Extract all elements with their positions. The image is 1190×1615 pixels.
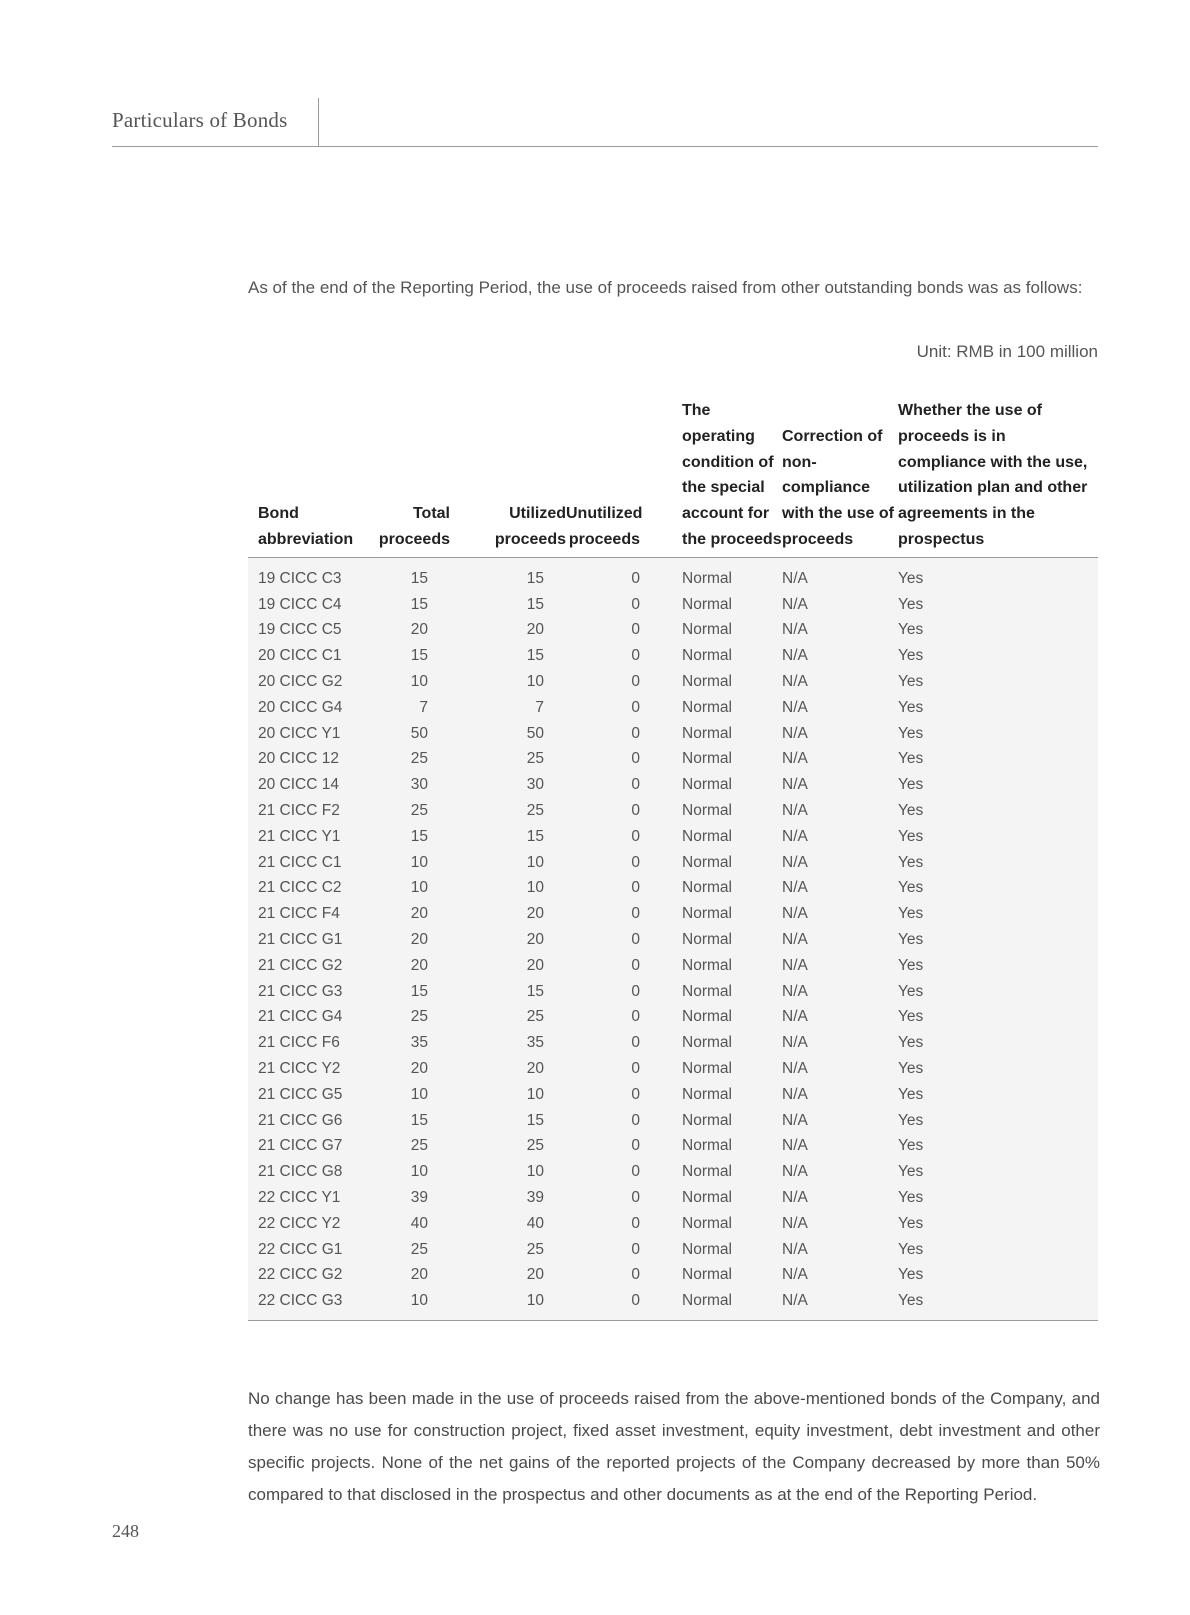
cell-unutilized-proceeds: 0	[631, 724, 640, 742]
cell-unutilized-proceeds: 0	[631, 982, 640, 1000]
cell-total-proceeds: 10	[410, 879, 428, 897]
cell-account-condition: Normal	[682, 1034, 732, 1052]
col-header-account-condition: The operating condition of the special account for the proceeds	[682, 402, 782, 548]
cell-unutilized-proceeds: 0	[631, 879, 640, 897]
cell-total-proceeds: 25	[410, 750, 428, 768]
cell-correction: N/A	[782, 1266, 808, 1284]
cell-bond-abbreviation: 20 CICC 14	[258, 776, 339, 794]
cell-utilized-proceeds: 15	[526, 569, 544, 587]
cell-correction: N/A	[782, 905, 808, 923]
intro-text: As of the end of the Reporting Period, the use of proceeds raised from other outstanding bonds was as follows:	[248, 278, 1083, 297]
cell-utilized-proceeds: 30	[526, 776, 544, 794]
cell-correction: N/A	[782, 1163, 808, 1181]
cell-correction: N/A	[782, 827, 808, 845]
cell-account-condition: Normal	[682, 930, 732, 948]
cell-account-condition: Normal	[682, 801, 732, 819]
col-header-utilized: Utilized proceeds	[494, 505, 566, 548]
cell-utilized-proceeds: 10	[526, 879, 544, 897]
cell-utilized-proceeds: 10	[526, 1163, 544, 1181]
cell-total-proceeds: 20	[410, 1059, 428, 1077]
cell-unutilized-proceeds: 0	[631, 672, 640, 690]
cell-compliance: Yes	[898, 827, 924, 845]
cell-correction: N/A	[782, 698, 808, 716]
cell-utilized-proceeds: 25	[526, 1008, 544, 1026]
table-row	[248, 772, 1098, 798]
table-row	[248, 1237, 1098, 1263]
bond-proceeds-table-container	[248, 398, 1098, 1321]
cell-unutilized-proceeds: 0	[631, 647, 640, 665]
cell-utilized-proceeds: 25	[526, 750, 544, 768]
cell-utilized-proceeds: 25	[526, 1137, 544, 1155]
cell-account-condition: Normal	[682, 1085, 732, 1103]
cell-utilized-proceeds: 39	[526, 1188, 544, 1206]
cell-unutilized-proceeds: 0	[631, 1008, 640, 1026]
cell-bond-abbreviation: 22 CICC Y2	[258, 1214, 341, 1232]
cell-unutilized-proceeds: 0	[631, 1292, 640, 1310]
cell-account-condition: Normal	[682, 905, 732, 923]
table-header-row	[248, 398, 1098, 557]
cell-total-proceeds: 15	[410, 982, 428, 1000]
cell-bond-abbreviation: 21 CICC C1	[258, 853, 342, 871]
cell-utilized-proceeds: 10	[526, 853, 544, 871]
cell-bond-abbreviation: 22 CICC G2	[258, 1266, 343, 1284]
cell-account-condition: Normal	[682, 853, 732, 871]
cell-total-proceeds: 20	[410, 930, 428, 948]
cell-utilized-proceeds: 35	[526, 1034, 544, 1052]
cell-total-proceeds: 50	[410, 724, 428, 742]
cell-total-proceeds: 40	[410, 1214, 428, 1232]
cell-unutilized-proceeds: 0	[631, 1266, 640, 1284]
cell-account-condition: Normal	[682, 1214, 732, 1232]
cell-unutilized-proceeds: 0	[631, 698, 640, 716]
col-header-unutilized: Unutilized proceeds	[566, 505, 643, 548]
cell-bond-abbreviation: 19 CICC C5	[258, 621, 342, 639]
cell-correction: N/A	[782, 1085, 808, 1103]
cell-correction: N/A	[782, 956, 808, 974]
cell-compliance: Yes	[898, 698, 924, 716]
cell-account-condition: Normal	[682, 672, 732, 690]
cell-compliance: Yes	[898, 982, 924, 1000]
cell-total-proceeds: 39	[410, 1188, 428, 1206]
table-row	[248, 953, 1098, 979]
cell-unutilized-proceeds: 0	[631, 1214, 640, 1232]
cell-compliance: Yes	[898, 1059, 924, 1077]
cell-unutilized-proceeds: 0	[631, 827, 640, 845]
cell-utilized-proceeds: 10	[526, 1085, 544, 1103]
table-row	[248, 1133, 1098, 1159]
cell-utilized-proceeds: 7	[535, 698, 544, 716]
cell-correction: N/A	[782, 595, 808, 613]
cell-compliance: Yes	[898, 853, 924, 871]
cell-compliance: Yes	[898, 776, 924, 794]
cell-correction: N/A	[782, 724, 808, 742]
cell-unutilized-proceeds: 0	[631, 1240, 640, 1258]
table-body	[248, 557, 1098, 1320]
cell-account-condition: Normal	[682, 569, 732, 587]
cell-compliance: Yes	[898, 724, 924, 742]
page-number: 248	[112, 1521, 139, 1541]
cell-unutilized-proceeds: 0	[631, 853, 640, 871]
cell-bond-abbreviation: 22 CICC G1	[258, 1240, 343, 1258]
cell-correction: N/A	[782, 776, 808, 794]
cell-correction: N/A	[782, 879, 808, 897]
cell-utilized-proceeds: 50	[526, 724, 544, 742]
cell-account-condition: Normal	[682, 724, 732, 742]
cell-compliance: Yes	[898, 1163, 924, 1181]
cell-correction: N/A	[782, 1240, 808, 1258]
cell-correction: N/A	[782, 853, 808, 871]
cell-compliance: Yes	[898, 672, 924, 690]
cell-total-proceeds: 7	[419, 698, 428, 716]
cell-account-condition: Normal	[682, 1292, 732, 1310]
cell-total-proceeds: 25	[410, 1008, 428, 1026]
cell-account-condition: Normal	[682, 750, 732, 768]
cell-total-proceeds: 30	[410, 776, 428, 794]
cell-account-condition: Normal	[682, 1266, 732, 1284]
table-row	[248, 557, 1098, 591]
cell-unutilized-proceeds: 0	[631, 1059, 640, 1077]
table-row	[248, 643, 1098, 669]
cell-compliance: Yes	[898, 1137, 924, 1155]
cell-bond-abbreviation: 20 CICC Y1	[258, 724, 341, 742]
cell-account-condition: Normal	[682, 879, 732, 897]
cell-total-proceeds: 15	[410, 569, 428, 587]
unit-note: Unit: RMB in 100 million	[916, 342, 1098, 361]
cell-utilized-proceeds: 15	[526, 827, 544, 845]
table-row	[248, 669, 1098, 695]
table-row	[248, 1211, 1098, 1237]
cell-bond-abbreviation: 21 CICC F6	[258, 1034, 340, 1052]
cell-account-condition: Normal	[682, 1137, 732, 1155]
cell-correction: N/A	[782, 1111, 808, 1129]
table-row	[248, 875, 1098, 901]
cell-unutilized-proceeds: 0	[631, 1085, 640, 1103]
cell-bond-abbreviation: 21 CICC G4	[258, 1008, 343, 1026]
cell-unutilized-proceeds: 0	[631, 930, 640, 948]
cell-utilized-proceeds: 10	[526, 1292, 544, 1310]
cell-account-condition: Normal	[682, 1188, 732, 1206]
cell-bond-abbreviation: 21 CICC G5	[258, 1085, 343, 1103]
cell-correction: N/A	[782, 1137, 808, 1155]
cell-compliance: Yes	[898, 930, 924, 948]
cell-compliance: Yes	[898, 1085, 924, 1103]
cell-correction: N/A	[782, 1059, 808, 1077]
cell-total-proceeds: 10	[410, 1085, 428, 1103]
cell-compliance: Yes	[898, 1188, 924, 1206]
cell-correction: N/A	[782, 1214, 808, 1232]
cell-correction: N/A	[782, 801, 808, 819]
cell-utilized-proceeds: 20	[526, 1059, 544, 1077]
cell-account-condition: Normal	[682, 647, 732, 665]
cell-bond-abbreviation: 21 CICC Y2	[258, 1059, 341, 1077]
cell-unutilized-proceeds: 0	[631, 1034, 640, 1052]
cell-utilized-proceeds: 25	[526, 1240, 544, 1258]
cell-compliance: Yes	[898, 1240, 924, 1258]
cell-unutilized-proceeds: 0	[631, 801, 640, 819]
cell-compliance: Yes	[898, 905, 924, 923]
cell-bond-abbreviation: 21 CICC C2	[258, 879, 342, 897]
table-row	[248, 592, 1098, 618]
cell-unutilized-proceeds: 0	[631, 905, 640, 923]
cell-bond-abbreviation: 19 CICC C4	[258, 595, 342, 613]
table-row	[248, 746, 1098, 772]
cell-bond-abbreviation: 22 CICC Y1	[258, 1188, 341, 1206]
table-row	[248, 721, 1098, 747]
table-row	[248, 979, 1098, 1005]
cell-utilized-proceeds: 20	[526, 956, 544, 974]
cell-bond-abbreviation: 21 CICC Y1	[258, 827, 341, 845]
cell-utilized-proceeds: 20	[526, 621, 544, 639]
cell-utilized-proceeds: 20	[526, 1266, 544, 1284]
table-row	[248, 1262, 1098, 1288]
table-row	[248, 695, 1098, 721]
col-header-correction: Correction of non-compliance with the use of proceeds	[782, 427, 894, 548]
cell-bond-abbreviation: 21 CICC G3	[258, 982, 343, 1000]
cell-bond-abbreviation: 21 CICC G1	[258, 930, 343, 948]
cell-utilized-proceeds: 20	[526, 930, 544, 948]
cell-unutilized-proceeds: 0	[631, 569, 640, 587]
cell-total-proceeds: 15	[410, 827, 428, 845]
cell-utilized-proceeds: 15	[526, 1111, 544, 1129]
cell-unutilized-proceeds: 0	[631, 1163, 640, 1181]
cell-total-proceeds: 10	[410, 1292, 428, 1310]
cell-utilized-proceeds: 15	[526, 647, 544, 665]
cell-utilized-proceeds: 10	[526, 672, 544, 690]
cell-compliance: Yes	[898, 1214, 924, 1232]
cell-account-condition: Normal	[682, 698, 732, 716]
cell-compliance: Yes	[898, 621, 924, 639]
cell-compliance: Yes	[898, 1008, 924, 1026]
cell-total-proceeds: 20	[410, 905, 428, 923]
table-row	[248, 1159, 1098, 1185]
table-row	[248, 798, 1098, 824]
cell-bond-abbreviation: 21 CICC G6	[258, 1111, 343, 1129]
cell-utilized-proceeds: 15	[526, 982, 544, 1000]
table-row	[248, 1056, 1098, 1082]
cell-account-condition: Normal	[682, 1111, 732, 1129]
cell-total-proceeds: 15	[410, 595, 428, 613]
table-bottom-rule	[248, 1320, 1098, 1321]
cell-bond-abbreviation: 21 CICC F2	[258, 801, 340, 819]
cell-unutilized-proceeds: 0	[631, 621, 640, 639]
cell-correction: N/A	[782, 982, 808, 1000]
cell-correction: N/A	[782, 750, 808, 768]
cell-utilized-proceeds: 15	[526, 595, 544, 613]
cell-total-proceeds: 25	[410, 1240, 428, 1258]
col-header-compliance: Whether the use of proceeds is in compliance with the use, utilization plan and other agreements in the prospectus	[898, 402, 1088, 548]
cell-account-condition: Normal	[682, 956, 732, 974]
cell-account-condition: Normal	[682, 827, 732, 845]
cell-unutilized-proceeds: 0	[631, 776, 640, 794]
cell-unutilized-proceeds: 0	[631, 1137, 640, 1155]
cell-total-proceeds: 10	[410, 1163, 428, 1181]
cell-utilized-proceeds: 20	[526, 905, 544, 923]
col-header-bond: Bond abbreviation	[258, 505, 354, 548]
cell-utilized-proceeds: 25	[526, 801, 544, 819]
cell-bond-abbreviation: 21 CICC G8	[258, 1163, 343, 1181]
cell-unutilized-proceeds: 0	[631, 750, 640, 768]
table-row	[248, 1030, 1098, 1056]
cell-bond-abbreviation: 20 CICC 12	[258, 750, 339, 768]
cell-total-proceeds: 20	[410, 956, 428, 974]
table-row	[248, 824, 1098, 850]
cell-correction: N/A	[782, 1008, 808, 1026]
table-row	[248, 1004, 1098, 1030]
cell-unutilized-proceeds: 0	[631, 956, 640, 974]
cell-account-condition: Normal	[682, 1240, 732, 1258]
cell-account-condition: Normal	[682, 1163, 732, 1181]
cell-compliance: Yes	[898, 569, 924, 587]
cell-correction: N/A	[782, 1292, 808, 1310]
table-row	[248, 1082, 1098, 1108]
col-header-total: Total proceeds	[378, 505, 450, 548]
cell-bond-abbreviation: 20 CICC C1	[258, 647, 342, 665]
cell-account-condition: Normal	[682, 621, 732, 639]
cell-bond-abbreviation: 22 CICC G3	[258, 1292, 343, 1310]
cell-utilized-proceeds: 40	[526, 1214, 544, 1232]
cell-correction: N/A	[782, 621, 808, 639]
table-row	[248, 901, 1098, 927]
cell-total-proceeds: 25	[410, 801, 428, 819]
table-row	[248, 850, 1098, 876]
cell-correction: N/A	[782, 672, 808, 690]
table-row	[248, 1288, 1098, 1320]
cell-compliance: Yes	[898, 750, 924, 768]
bond-proceeds-table	[248, 398, 1098, 1321]
page-header	[112, 98, 1098, 147]
cell-account-condition: Normal	[682, 776, 732, 794]
cell-compliance: Yes	[898, 1266, 924, 1284]
cell-unutilized-proceeds: 0	[631, 595, 640, 613]
cell-total-proceeds: 25	[410, 1137, 428, 1155]
table-row	[248, 1185, 1098, 1211]
cell-bond-abbreviation: 21 CICC F4	[258, 905, 340, 923]
cell-correction: N/A	[782, 1034, 808, 1052]
section-title: Particulars of Bonds	[112, 108, 288, 132]
cell-correction: N/A	[782, 930, 808, 948]
cell-correction: N/A	[782, 569, 808, 587]
cell-compliance: Yes	[898, 879, 924, 897]
table-row	[248, 1108, 1098, 1134]
cell-bond-abbreviation: 21 CICC G2	[258, 956, 343, 974]
table-row	[248, 617, 1098, 643]
cell-total-proceeds: 10	[410, 672, 428, 690]
cell-unutilized-proceeds: 0	[631, 1111, 640, 1129]
cell-compliance: Yes	[898, 801, 924, 819]
cell-bond-abbreviation: 20 CICC G4	[258, 698, 343, 716]
cell-bond-abbreviation: 19 CICC C3	[258, 569, 342, 587]
cell-compliance: Yes	[898, 595, 924, 613]
cell-compliance: Yes	[898, 1034, 924, 1052]
cell-correction: N/A	[782, 647, 808, 665]
cell-total-proceeds: 10	[410, 853, 428, 871]
cell-account-condition: Normal	[682, 1008, 732, 1026]
cell-total-proceeds: 35	[410, 1034, 428, 1052]
cell-compliance: Yes	[898, 1111, 924, 1129]
cell-unutilized-proceeds: 0	[631, 1188, 640, 1206]
cell-compliance: Yes	[898, 956, 924, 974]
closing-paragraph: No change has been made in the use of proceeds raised from the above-mentioned bonds of the Company, and there was no use for construction project, fixed asset investment, equity investment, debt investment and other specific projects. None of the net gains of the reported projects of the Company decreased by more than 50% compared to that disclosed in the prospectus and other documents as at the end of the Reporting Period.	[248, 1389, 1100, 1504]
cell-bond-abbreviation: 21 CICC G7	[258, 1137, 343, 1155]
cell-total-proceeds: 15	[410, 647, 428, 665]
cell-correction: N/A	[782, 1188, 808, 1206]
cell-account-condition: Normal	[682, 982, 732, 1000]
cell-account-condition: Normal	[682, 595, 732, 613]
cell-total-proceeds: 20	[410, 1266, 428, 1284]
cell-account-condition: Normal	[682, 1059, 732, 1077]
cell-bond-abbreviation: 20 CICC G2	[258, 672, 343, 690]
cell-compliance: Yes	[898, 1292, 924, 1310]
cell-total-proceeds: 15	[410, 1111, 428, 1129]
cell-compliance: Yes	[898, 647, 924, 665]
table-row	[248, 927, 1098, 953]
header-divider	[318, 98, 319, 146]
cell-total-proceeds: 20	[410, 621, 428, 639]
